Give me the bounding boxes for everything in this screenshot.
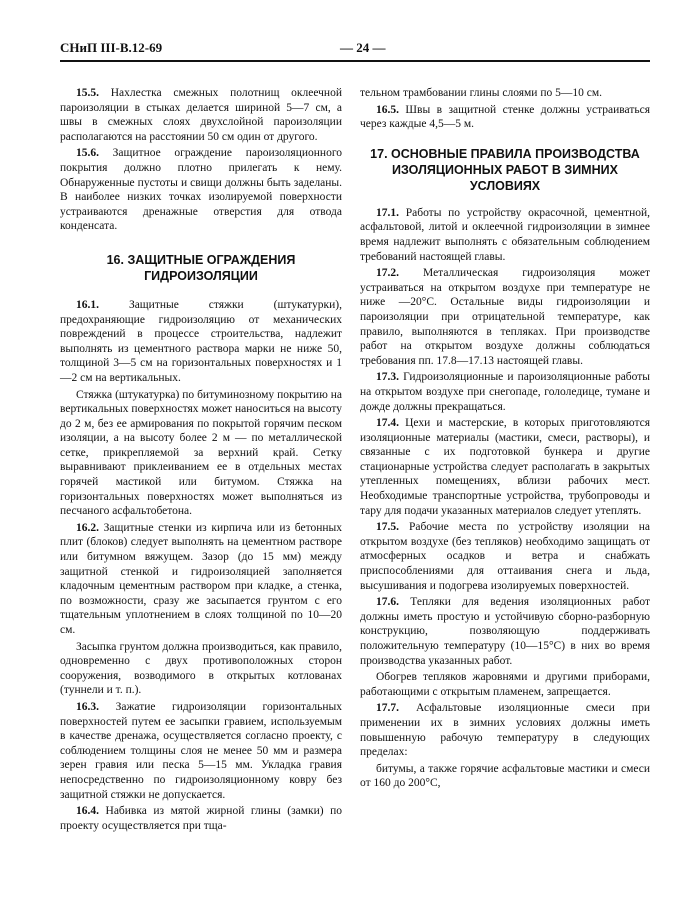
paragraph-16-5 (360, 103, 650, 132)
paragraph-17-6-b: Обогрев тепляков жаровнями и другими приборами, работающими с открытым пламенем, запрещается. (360, 671, 650, 698)
paragraph-17-3 (360, 370, 650, 414)
paragraph-number: 17.1. (376, 206, 399, 219)
section-17-title: 17. ОСНОВНЫЕ ПРАВИЛА ПРОИЗВОДСТВА ИЗОЛЯЦИОННЫХ РАБОТ В ЗИМНИХ УСЛОВИЯХ (370, 146, 640, 193)
paragraph-16-1-b: Стяжка (штукатурка) по битуминозному покрытию на вертикальных поверхностях может наноситься на высоту до 2 м, без ее армирования по покрытой горячим песком изоляции, а на высоту более 2 м — по металлической сетке, прикрепляемой за верхний край. Сетку выравнивают приклеиванием ее в отдельных местах горячей мастикой или битумом. Стяжка на горизонтальных поверхностях может выполняться из песчаного асфальтобетона. (60, 388, 342, 518)
paragraph-17-2 (360, 266, 650, 368)
paragraph-17-7 (360, 701, 650, 759)
paragraph-17-7-b: битумы, а также горячие асфальтовые мастики и смеси от 160 до 200°С, (360, 762, 650, 790)
paragraph-number: 16.4. (76, 805, 99, 818)
paragraph-number: 17.7. (376, 702, 399, 715)
paragraph-text: Тепляки для ведения изоляционных работ должны иметь простую и устойчивую сборно-разборную конструкцию, позволяющую поддерживать положительную температуру (10—15°С) в них во время производства указанных работ. (360, 596, 651, 667)
paragraph-number: 16.3. (76, 700, 99, 713)
paragraph-15-6 (60, 146, 342, 234)
section-16-title: 16. ЗАЩИТНЫЕ ОГРАЖДЕНИЯ ГИДРОИЗОЛЯЦИИ (106, 252, 296, 283)
left-column (60, 86, 342, 835)
paragraph-text: Асфальтовые изоляционные смеси при применении их в зимних условиях должны иметь повышенную рабочую температуру в следующих пределах: (360, 702, 650, 759)
paragraph-16-1 (60, 298, 342, 386)
page-header (60, 40, 650, 70)
paragraph-text: Защитные стяжки (штукатурки), предохраняющие гидроизоляцию от механических повреждений в процессе строительства, надлежит выполнять из цементного раствора марки не ниже 50, толщиной 3—5 см на горизонтальных поверхностях и 1—2 см на вертикальных. (60, 298, 342, 384)
paragraph-text: Зажатие гидроизоляции горизонтальных поверхностей путем ее засыпки гравием, используемым в качестве дренажа, осуществляется согласно проекту, с соблюдением толщины слоя не менее 50 мм и размера зерен гравия или песка 5—15 мм. Укладка гравия непосредственно по гидроизоляционному ковру без защитной стяжки не допускается. (60, 700, 343, 801)
paragraph-16-4 (60, 804, 342, 833)
paragraph-number: 15.6. (76, 147, 99, 160)
paragraph-text: Работы по устройству окрасочной, цементной, асфальтовой, литой и оклеечной гидроизоляции в зимнее время надлежит выполнять с обязательным соблюдением требований настоящей главы. (360, 206, 650, 263)
paragraph-text: Швы в защитной стенке должны устраиваться через каждые 4,5—5 м. (360, 103, 651, 131)
paragraph-16-2 (60, 521, 342, 638)
page-number: — 24 — (340, 40, 386, 55)
right-column (360, 86, 650, 793)
paragraph-number: 17.6. (376, 596, 399, 609)
document-code: СНиП III-В.12-69 (60, 40, 163, 55)
paragraph-15-5 (60, 86, 342, 144)
paragraph-16-2-b: Засыпка грунтом должна производиться, как правило, одновременно с двух противоположных сторон сооружения, возводимого в открытых котлованах (туннели и т. п.). (60, 640, 342, 697)
paragraph-17-6 (360, 595, 650, 668)
paragraph-17-5 (360, 520, 650, 593)
paragraph-number: 17.5. (376, 521, 399, 534)
paragraph-17-1 (360, 206, 650, 264)
paragraph-text: Защитное ограждение пароизоляционного покрытия должно плотно прилегать к нему. Обнаруженные пустоты и свищи должны быть заделаны. В наиболее низких точках изолируемой поверхности устраиваются дренажные отверстия для отвода конденсата. (60, 147, 343, 233)
paragraph-text: Защитные стенки из кирпича или из бетонных плит (блоков) следует выполнять на цементном растворе или битумном вяжущем. Зазор (до 15 мм) между защитной стенкой и гидроизоляцией заполняется кладочным цементным раствором при кладке, а стенка, по возможности, сразу же засыпается грунтом с его тщательным уплотнением в слоях толщиной по 10—20 см. (60, 521, 343, 636)
paragraph-text: Гидроизоляционные и пароизоляционные работы на открытом воздухе при снегопаде, гололедице, тумане и дожде должны прекращаться. (360, 371, 651, 413)
paragraph-16-3 (60, 700, 342, 802)
paragraph-text: Металлическая гидроизоляция может устраиваться на открытом воздухе при температуре не ниже —20°С. Остальные виды гидроизоляции и пароизоляции при отрицательной температуре, как правило, выполняются в тепляках. При производстве работ на открытом воздухе должны соблюдаться требования пп. 17.8—17.13 настоящей главы. (360, 267, 650, 367)
paragraph-text: Набивка из мятой жирной глины (замки) по проекту осуществляется при тща- (60, 805, 343, 832)
paragraph-17-4 (360, 416, 650, 518)
paragraph-text: Рабочие места по устройству изоляции на открытом воздухе (без тепляков) необходимо защищать от атмосферных осадков и ветра и снабжать приспособлениями для оттаивания снега и льда, высушивания и подогрева изолируемых поверхностей. (360, 521, 650, 592)
header-rule (60, 60, 650, 62)
paragraph-number: 17.3. (376, 371, 399, 384)
paragraph-number: 15.5. (76, 87, 99, 99)
paragraph-number: 17.4. (376, 417, 399, 430)
paragraph-text: Нахлестка смежных полотнищ оклеечной пароизоляции в стыках делается шириной 5—7 см, а швы в смежных слоях двухслойной пароизоляции располагаются на расстоянии 50 см один от другого. (60, 87, 342, 143)
paragraph-number: 16.1. (76, 298, 99, 311)
paragraph-number: 16.2. (76, 521, 99, 534)
paragraph-number: 17.2. (376, 267, 399, 280)
paragraph-number: 16.5. (376, 103, 399, 116)
paragraph-16-4-continued: тельном трамбовании глины слоями по 5—10 см. (360, 87, 602, 99)
paragraph-text: Цехи и мастерские, в которых приготовляются изоляционные материалы (мастики, смеси, растворы), и связанные с их подготовкой бункера и другие стационарные устройства следует располагать в закрытых утепленных помещениях, вблизи рабочих мест. Необходимые транспортные устройства, трубопроводы и тару для подачи указанных материалов следует утеплять. (360, 417, 651, 517)
